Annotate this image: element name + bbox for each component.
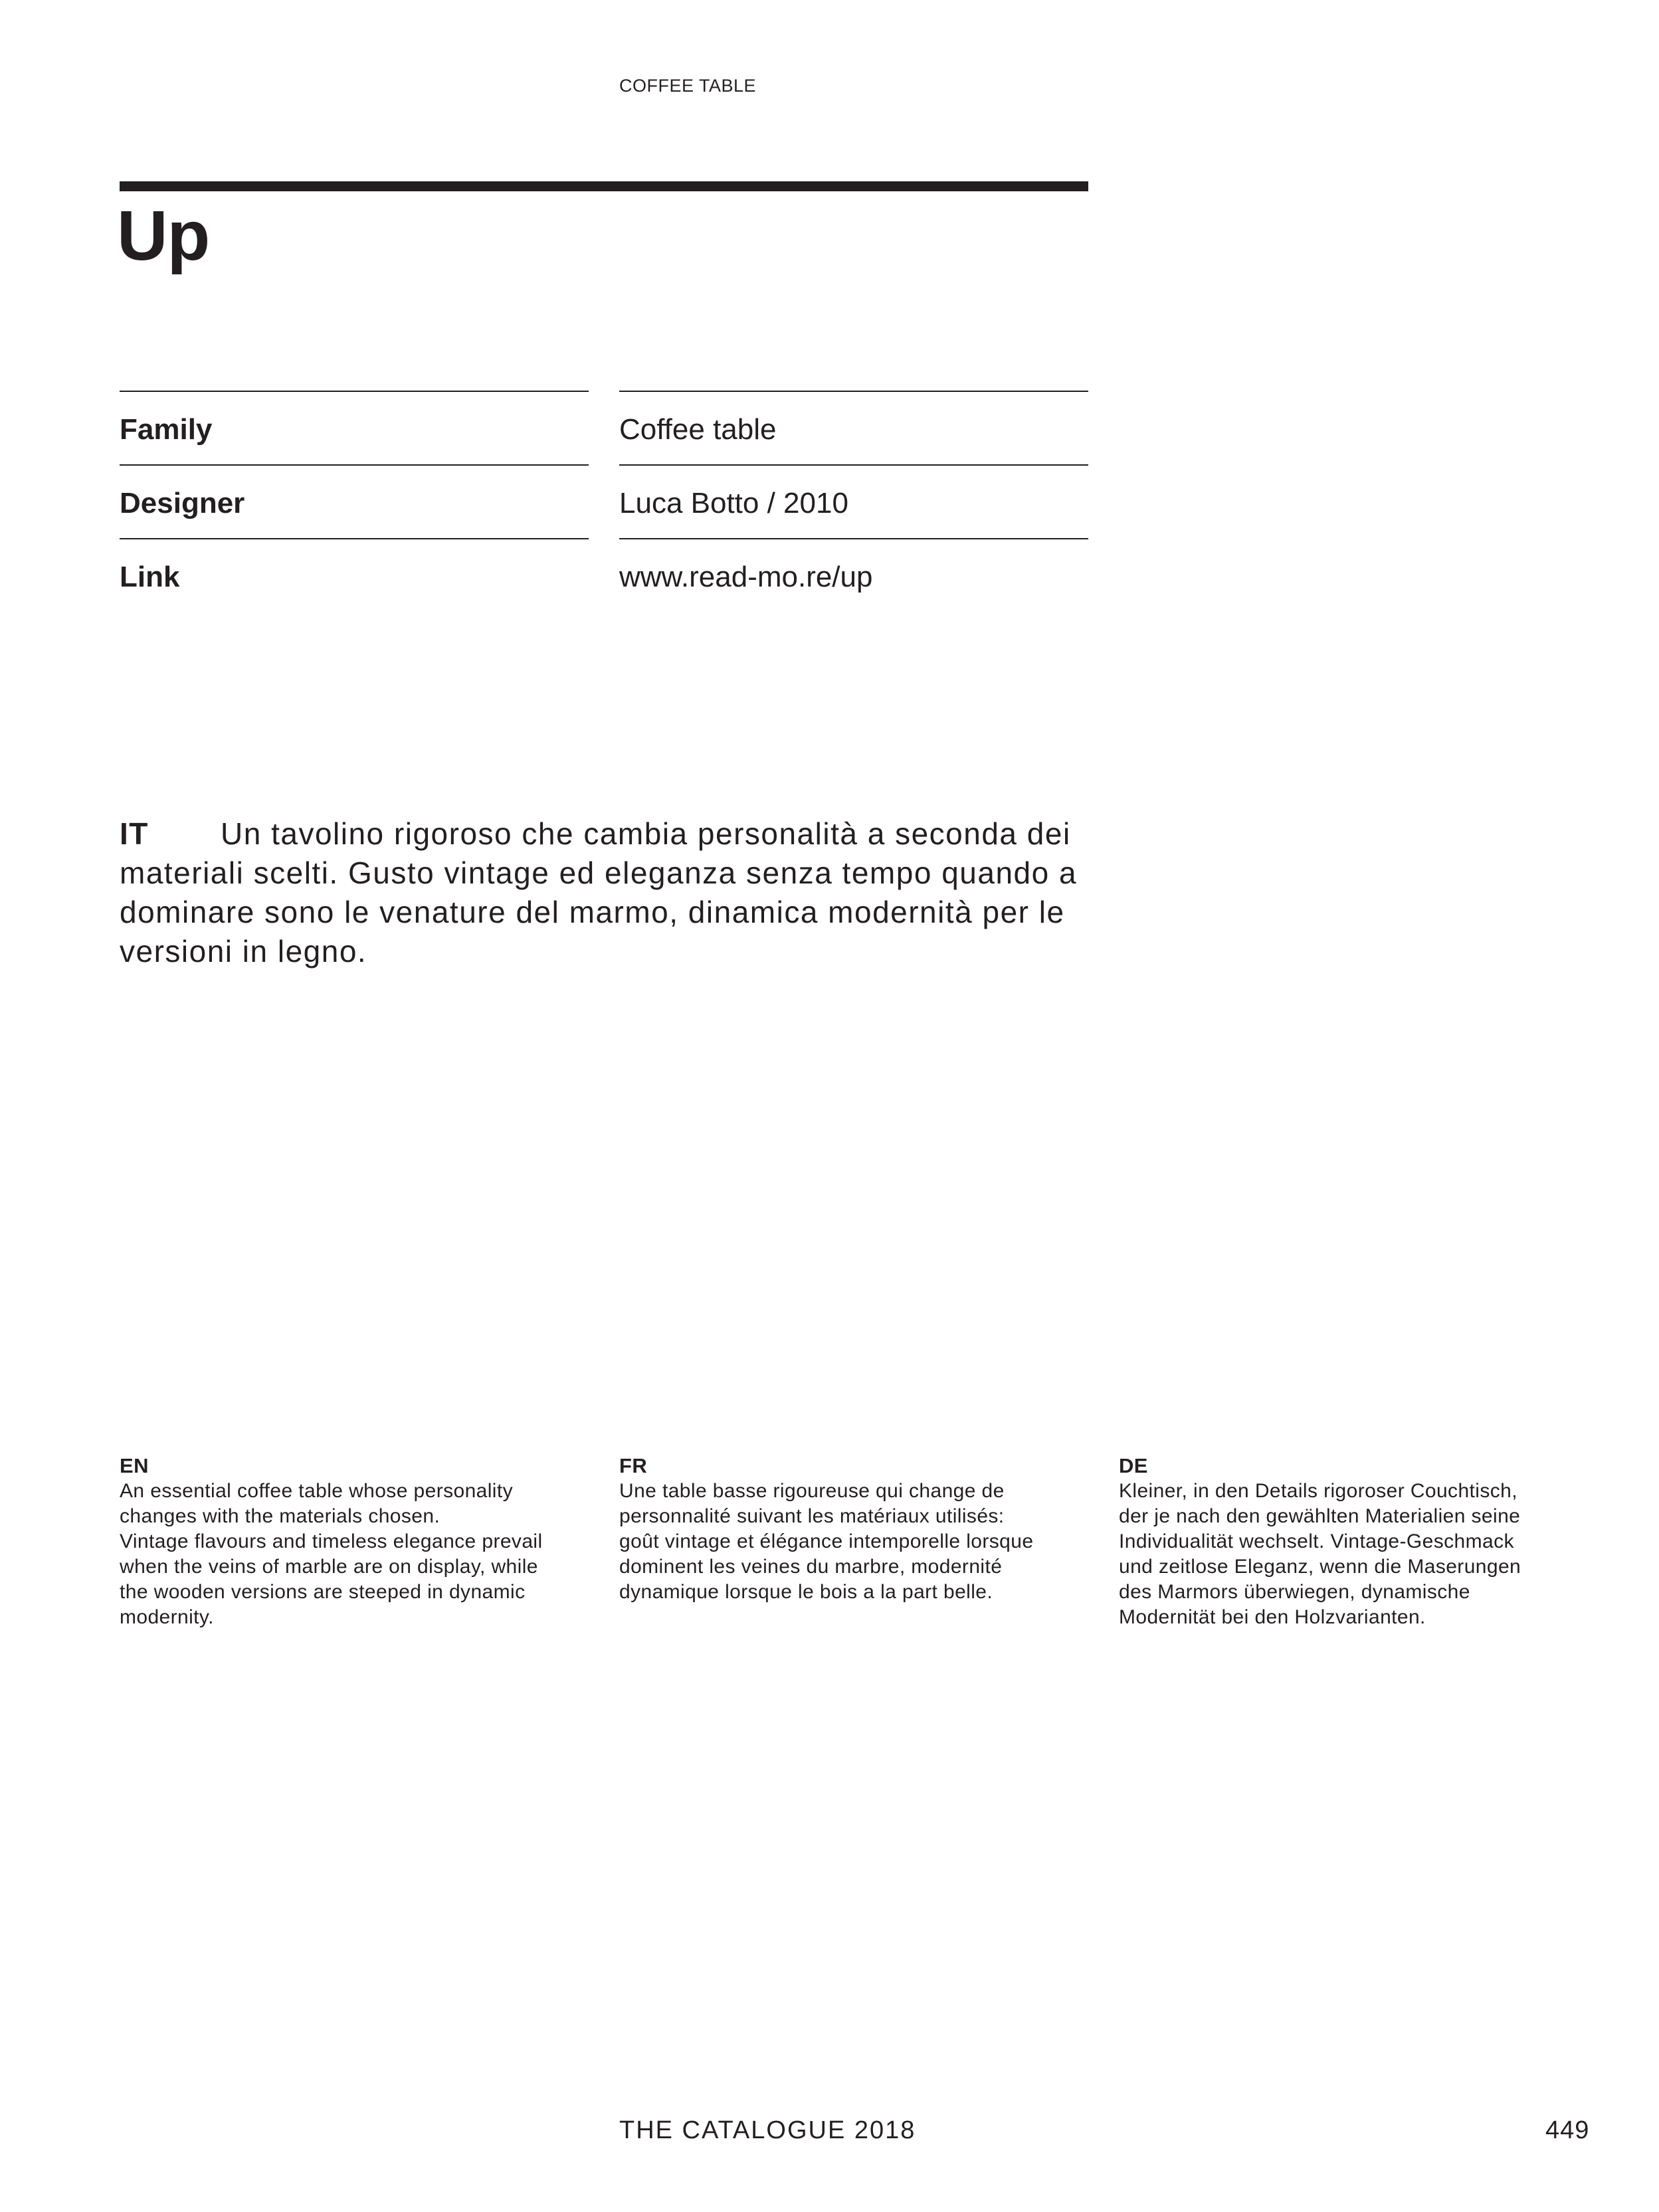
- product-title: Up: [117, 197, 210, 275]
- description-fr: [619, 1453, 1098, 1605]
- description-en-text: An essential coffee table whose personality changes with the materials chosen. Vintage flavours and timeless elegance prevail when the veins of marble are on display, while the wooden versions are steeped in dynamic modernity.: [120, 1480, 543, 1628]
- spec-key: Link: [120, 538, 589, 612]
- language-code-fr: FR: [619, 1454, 648, 1477]
- spec-value: Coffee table: [619, 391, 1088, 465]
- language-code-de: DE: [1119, 1454, 1148, 1477]
- page-number: 449: [1545, 2116, 1590, 2144]
- spec-value: Luca Botto / 2010: [619, 464, 1088, 539]
- title-rule: [120, 181, 1088, 191]
- language-code-it: IT: [120, 816, 149, 851]
- spec-table: [120, 391, 1088, 612]
- description-fr-text: Une table basse rigoureuse qui change de personnalité suivant les matériaux utilisés: goût vintage et élégance intemporelle lorsque dominent les veines du marbre, modernité dynamique lorsque le bois a la part belle.: [619, 1480, 1034, 1603]
- language-code-en: EN: [120, 1454, 149, 1477]
- section-label: COFFEE TABLE: [619, 76, 757, 96]
- spec-row-link: [120, 538, 1088, 612]
- spec-key: Designer: [120, 464, 589, 539]
- spec-row-family: [120, 391, 1088, 464]
- footer-catalogue-title: THE CATALOGUE 2018: [619, 2116, 916, 2144]
- spec-link[interactable]: www.read-mo.re/up: [619, 538, 1088, 612]
- description-it: [120, 814, 1103, 971]
- spec-key: Family: [120, 391, 589, 465]
- description-de: [1119, 1453, 1597, 1630]
- description-en: [120, 1453, 598, 1630]
- description-de-text: Kleiner, in den Details rigoroser Couchtisch, der je nach den gewählten Materialien seine Individualität wechselt. Vintage-Geschmack und zeitlose Eleganz, wenn die Maserungen des Marmors überwiegen, dynamische Modernität bei den Holzvarianten.: [1119, 1480, 1521, 1628]
- description-it-text: Un tavolino rigoroso che cambia personalità a seconda dei materiali scelti. Gusto vintage ed eleganza senza tempo quando a dominare sono le venature del marmo, dinamica modernità per le versioni in legno.: [120, 816, 1078, 968]
- spec-row-designer: [120, 464, 1088, 538]
